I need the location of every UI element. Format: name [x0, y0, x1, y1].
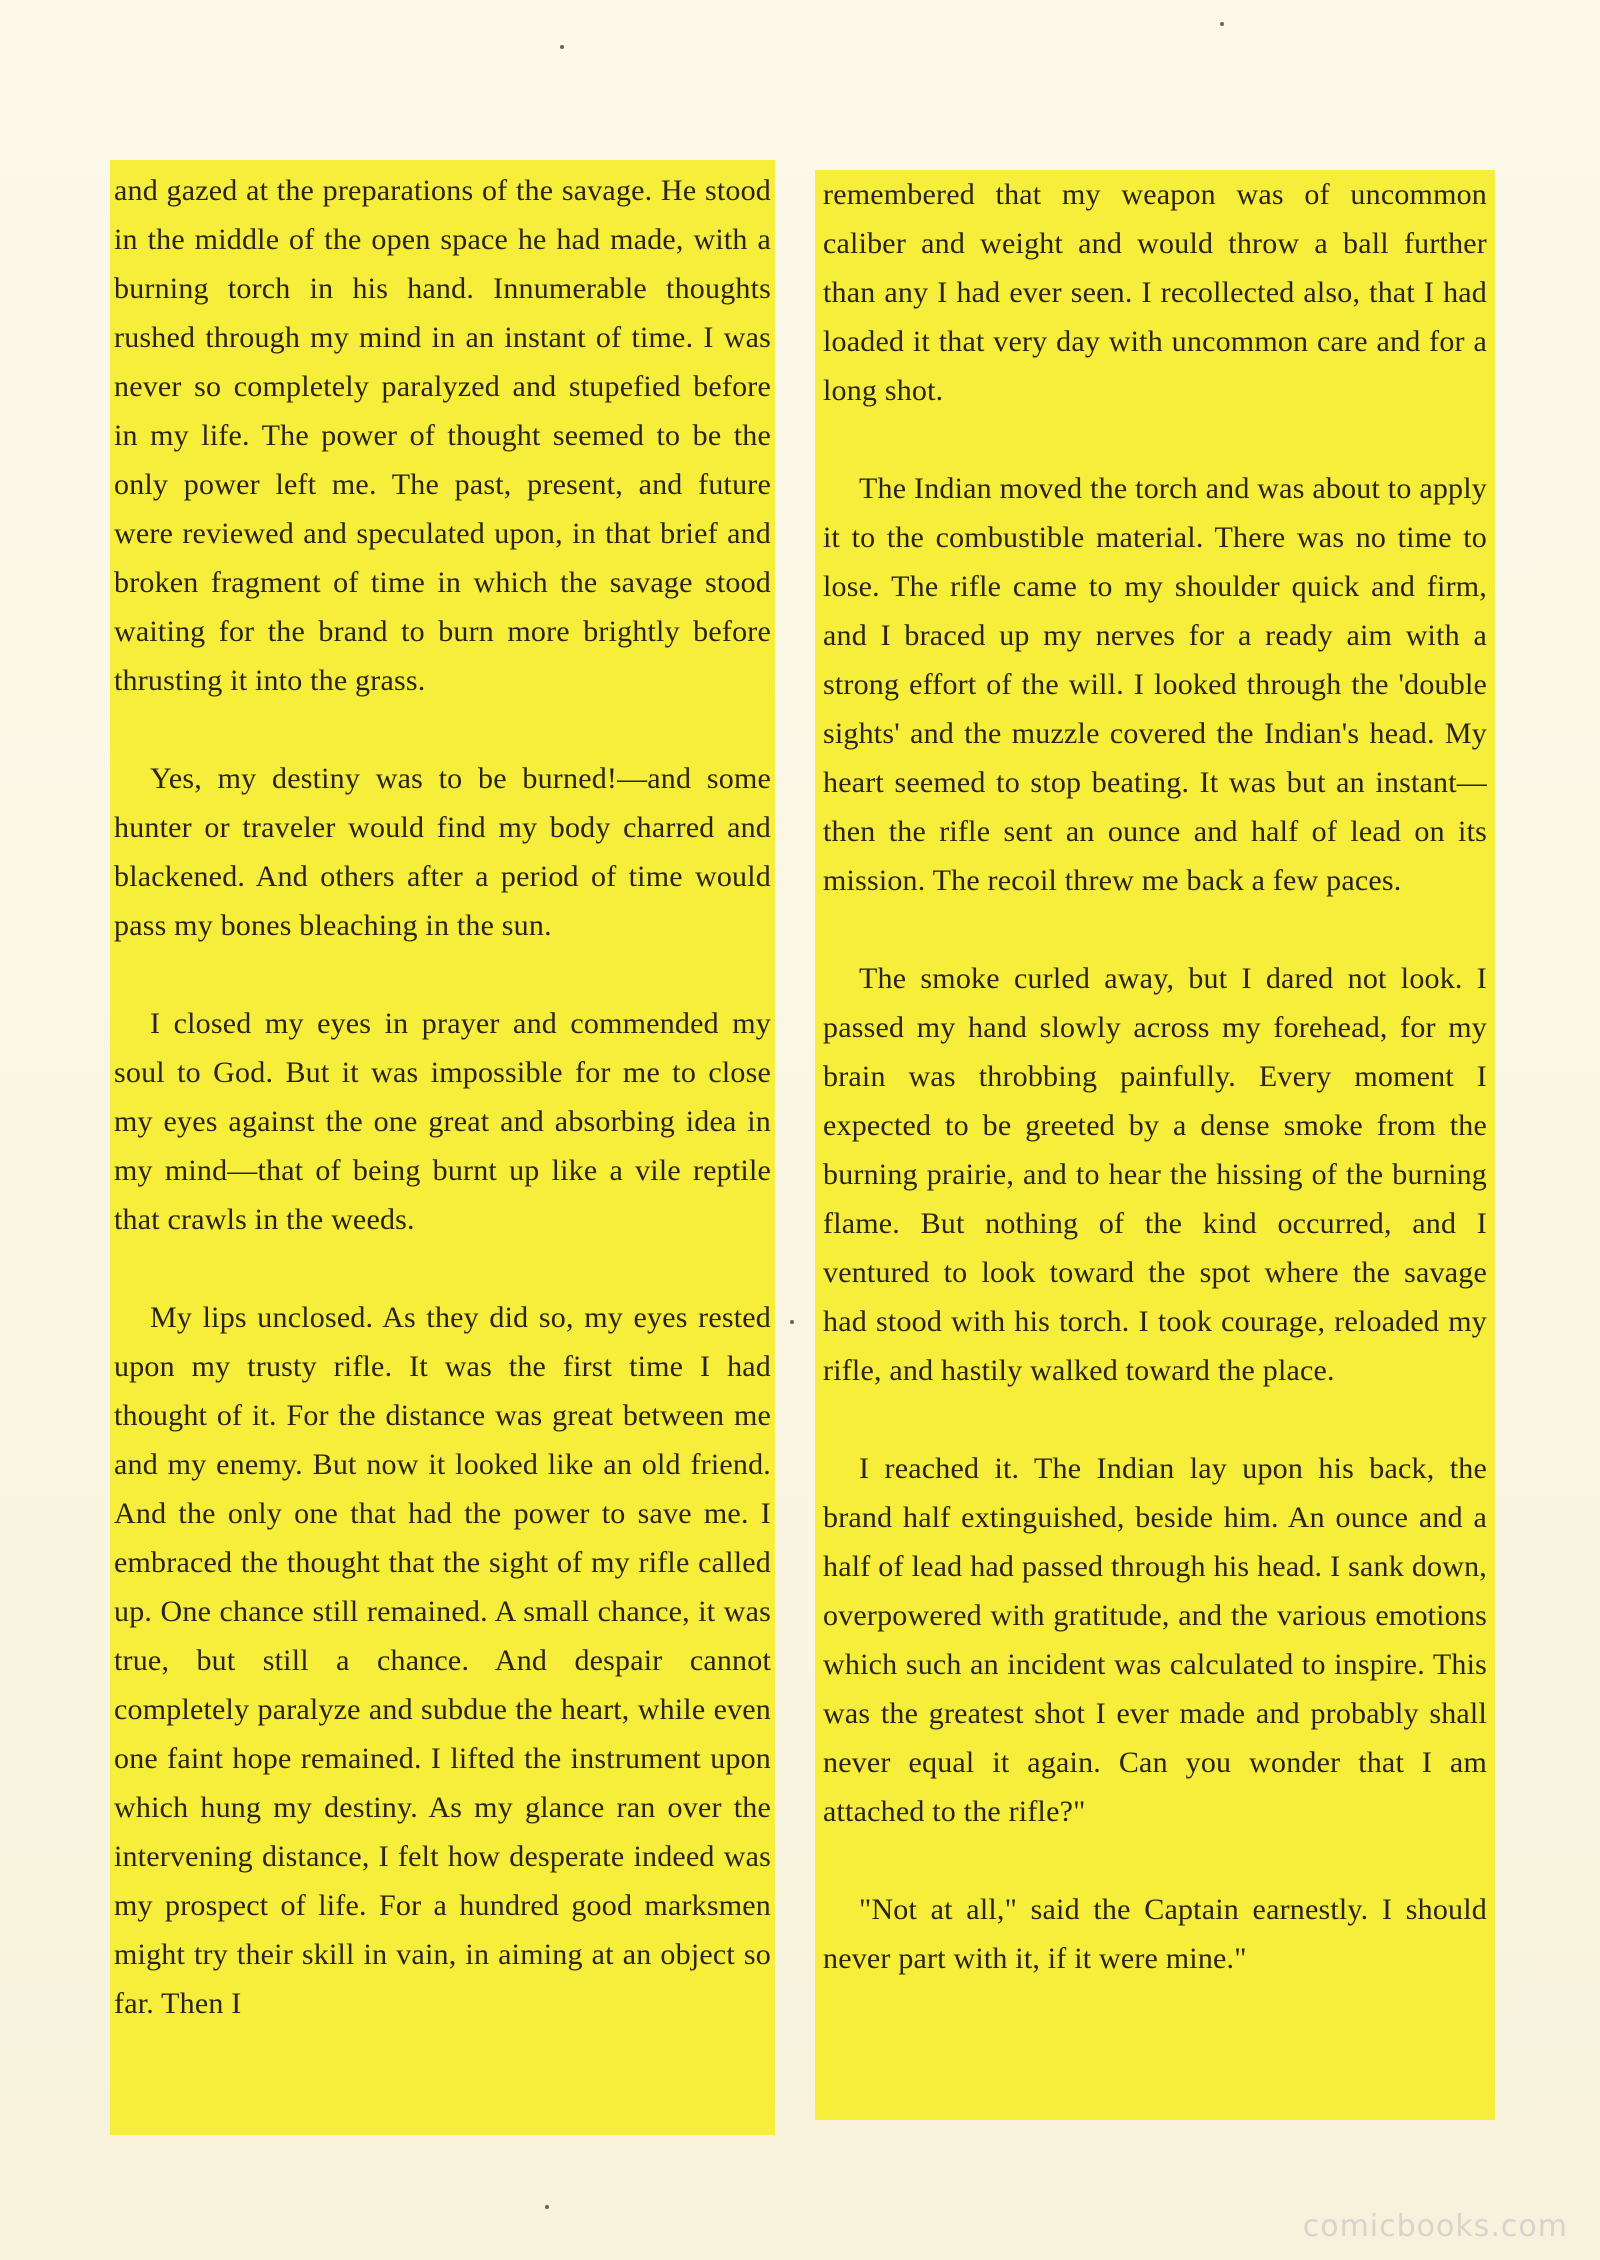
site-watermark: comicbooks.com [1302, 2209, 1568, 2244]
right-text-column [815, 170, 1495, 2120]
paragraph: "Not at all," said the Captain earnestly. I should never part with it, if it were mine." [823, 1893, 1487, 1975]
paragraph: I closed my eyes in prayer and commended my soul to God. But it was impossible for me to close my eyes against the one great and absorbing idea in my mind—that of being burnt up like a vile reptile that crawls in the weeds. [114, 1007, 771, 1236]
paragraph: The smoke curled away, but I dared not look. I passed my hand slowly across my forehead, for my brain was throbbing painfully. Every moment I expected to be greeted by a dense smoke from the burning prairie, and to hear the hissing of the burning flame. But nothing of the kind occurred, and I ventured to look toward the spot where the savage had stood with his torch. I took courage, reloaded my rifle, and hastily walked toward the place. [823, 962, 1487, 1387]
paragraph: remembered that my weapon was of uncommon caliber and weight and would throw a ball further than any I had ever seen. I recollected also, that I had loaded it that very day with uncommon care and for a long shot. [823, 178, 1487, 407]
paragraph: I reached it. The Indian lay upon his back, the brand half extinguished, beside him. An ounce and a half of lead had passed through his head. I sank down, overpowered with gratitude, and the various emotions which such an incident was calculated to inspire. This was the greatest shot I ever made and probably shall never equal it again. Can you wonder that I am attached to the rifle?" [823, 1452, 1487, 1828]
paper-speck [560, 45, 564, 49]
paragraph: Yes, my destiny was to be burned!—and some hunter or traveler would find my body charred and blackened. And others after a period of time would pass my bones bleaching in the sun. [114, 762, 771, 942]
paper-speck [790, 1320, 794, 1324]
paragraph: and gazed at the preparations of the savage. He stood in the middle of the open space he had made, with a burning torch in his hand. Innumerable thoughts rushed through my mind in an instant of time. I was never so completely paralyzed and stupefied before in my life. The power of thought seemed to be the only power left me. The past, present, and future were reviewed and speculated upon, in that brief and broken fragment of time in which the savage stood waiting for the brand to burn more brightly before thrusting it into the grass. [114, 174, 771, 697]
left-text-column [110, 160, 775, 2135]
paragraph: The Indian moved the torch and was about to apply it to the combustible material. There was no time to lose. The rifle came to my shoulder quick and firm, and I braced up my nerves for a ready aim with a strong effort of the will. I looked through the 'double sights' and the muzzle covered the Indian's head. My heart seemed to stop beating. It was but an instant—then the rifle sent an ounce and half of lead on its mission. The recoil threw me back a few paces. [823, 472, 1487, 897]
paragraph: My lips unclosed. As they did so, my eyes rested upon my trusty rifle. It was the first time I had thought of it. For the distance was great between me and my enemy. But now it looked like an old friend. And the only one that had the power to save me. I embraced the thought that the sight of my rifle called up. One chance still remained. A small chance, it was true, but still a chance. And despair cannot completely paralyze and subdue the heart, while even one faint hope remained. I lifted the instrument upon which hung my destiny. As my glance ran over the intervening distance, I felt how desperate indeed was my prospect of life. For a hundred good marksmen might try their skill in vain, in aiming at an object so far. Then I [114, 1301, 771, 2020]
paper-speck [545, 2205, 549, 2209]
paper-speck [1220, 22, 1224, 26]
